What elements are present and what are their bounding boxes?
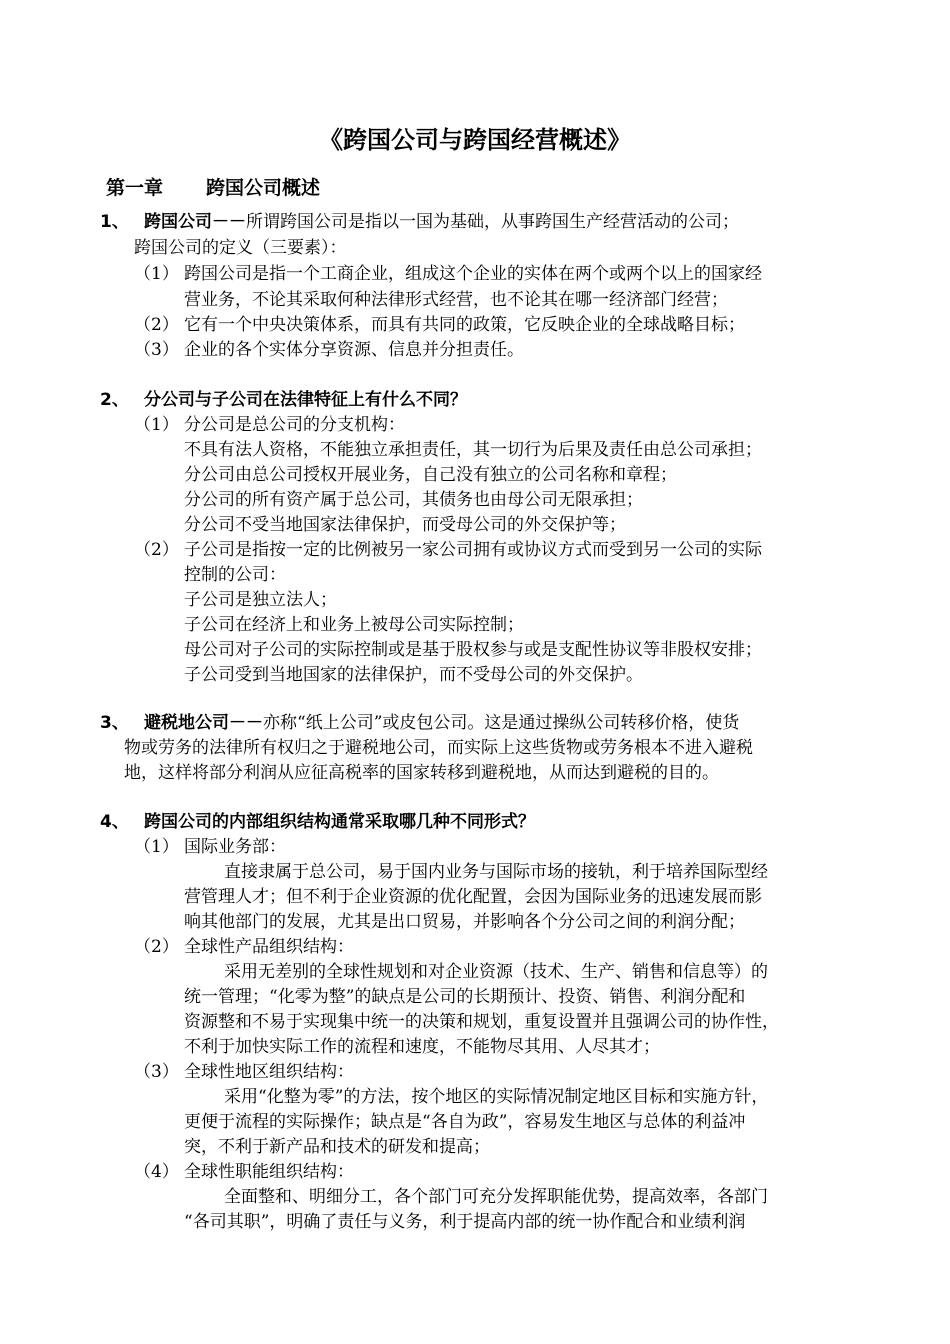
q4-item-1-mark: （1） [134, 837, 179, 857]
chapter-name: 跨国公司概述 [206, 177, 321, 199]
q2-item-1-line-1: 分公司是总公司的分支机构： [184, 415, 405, 435]
q2-item-2-line-2: 控制的公司： [184, 565, 286, 585]
q4-item-2-line-2: 统一管理；“化零为整”的缺点是公司的长期预计、投资、销售、利润分配和 [184, 987, 746, 1007]
q4-title: 跨国公司的内部组织结构通常采取哪几种不同形式？ [144, 812, 535, 832]
q3-heading [100, 711, 739, 735]
q1-text: 所谓跨国公司是指以一国为基础，从事跨国生产经营活动的公司； [246, 212, 739, 232]
q3-line-1: 亦称“纸上公司”或皮包公司。这是通过操纵公司转移价格，使货 [263, 713, 740, 733]
q3-term: 避税地公司－－ [144, 713, 263, 733]
q2-item-2-line-1: 子公司是指按一定的比例被另一家公司拥有或协议方式而受到另一公司的实际 [184, 540, 762, 560]
document-title: 《跨国公司与跨国经营概述》 [319, 126, 631, 154]
q2-item-2-line-6: 子公司受到当地国家的法律保护，而不受母公司的外交保护。 [184, 665, 643, 685]
q4-item-2-line-1: 采用无差别的全球性规划和对企业资源（技术、生产、销售和信息等）的 [224, 962, 768, 982]
q4-item-2-mark: （2） [134, 937, 179, 957]
q4-item-1-line-1: 直接隶属于总公司，易于国内业务与国际市场的接轨，利于培养国际型经 [224, 862, 768, 882]
q4-item-1 [134, 835, 286, 859]
q1-number: 1、 [100, 212, 129, 232]
q4-item-2 [134, 935, 354, 959]
q2-item-2-line-5: 母公司对子公司的实际控制或是基于股权参与或是支配性协议等非股权安排； [184, 640, 762, 660]
q2-item-1-line-2: 不具有法人资格，不能独立承担责任，其一切行为后果及责任由总公司承担； [184, 440, 762, 460]
q1-item-3-line-1: 企业的各个实体分享资源、信息并分担责任。 [184, 340, 524, 360]
q1-heading [100, 210, 739, 234]
q2-heading [100, 388, 467, 412]
q2-item-2-mark: （2） [134, 540, 179, 560]
q4-item-3 [134, 1060, 354, 1084]
q4-number: 4、 [100, 812, 129, 832]
q2-item-2 [134, 538, 762, 562]
q1-item-3 [134, 338, 524, 362]
q3-number: 3、 [100, 713, 129, 733]
q4-item-3-line-3: 突，不利于新产品和技术的研发和提高； [184, 1137, 490, 1157]
q2-item-1-line-3: 分公司由总公司授权开展业务，自己没有独立的公司名称和章程； [184, 465, 677, 485]
q1-item-3-mark: （3） [134, 340, 179, 360]
q4-item-3-label: 全球性地区组织结构： [184, 1062, 354, 1082]
q4-item-4-mark: （4） [134, 1162, 179, 1182]
q4-heading [100, 810, 535, 834]
q4-item-2-line-4: 不利于加快实际工作的流程和速度，不能物尽其用、人尽其才； [184, 1037, 660, 1057]
q1-term: 跨国公司－－ [144, 212, 246, 232]
q2-item-1-mark: （1） [134, 415, 179, 435]
q3-line-2: 物或劳务的法律所有权归之于避税地公司，而实际上这些货物或劳务根本不进入避税 [124, 738, 753, 758]
q2-item-2-line-4: 子公司在经济上和业务上被母公司实际控制； [184, 615, 524, 635]
q4-item-4 [134, 1160, 354, 1184]
q4-item-4-label: 全球性职能组织结构： [184, 1162, 354, 1182]
q4-item-2-line-3: 资源整和不易于实现集中统一的决策和规划，重复设置并且强调公司的协作性， [184, 1012, 779, 1032]
q1-item-2-line-1: 它有一个中央决策体系，而具有共同的政策，它反映企业的全球战略目标； [184, 315, 745, 335]
q1-item-2 [134, 313, 745, 337]
q1-item-1-line-2: 营业务，不论其采取何种法律形式经营，也不论其在哪一经济部门经营； [184, 290, 728, 310]
q1-item-1-mark: （1） [134, 264, 179, 284]
q1-item-2-mark: （2） [134, 315, 179, 335]
q4-item-1-line-2: 营管理人才；但不利于企业资源的优化配置，会因为国际业务的迅速发展而影 [184, 887, 762, 907]
chapter-heading [106, 172, 320, 204]
q2-item-1-line-4: 分公司的所有资产属于总公司，其债务也由母公司无限承担； [184, 490, 643, 510]
q4-item-3-line-1: 采用“化整为零”的方法，按个地区的实际情况制定地区目标和实施方针， [224, 1087, 769, 1107]
q4-item-1-label: 国际业务部： [184, 837, 286, 857]
q3-line-3: 地，这样将部分利润从应征高税率的国家转移到避税地，从而达到避税的目的。 [124, 763, 719, 783]
q1-definition-label: 跨国公司的定义（三要素）： [134, 238, 347, 258]
chapter-number: 第一章 [106, 177, 164, 199]
q4-item-1-line-3: 响其他部门的发展，尤其是出口贸易，并影响各个分公司之间的利润分配； [184, 912, 745, 932]
q4-item-2-label: 全球性产品组织结构： [184, 937, 354, 957]
q4-item-4-line-2: “各司其职”，明确了责任与义务，利于提高内部的统一协作配合和业绩利润 [184, 1212, 746, 1232]
q4-item-4-line-1: 全面整和、明细分工，各个部门可充分发挥职能优势，提高效率，各部门 [224, 1187, 768, 1207]
q2-number: 2、 [100, 390, 129, 410]
q4-item-3-line-2: 更便于流程的实际操作；缺点是“各自为政”，容易发生地区与总体的利益冲 [184, 1112, 746, 1132]
q2-title: 分公司与子公司在法律特征上有什么不同？ [144, 390, 467, 410]
q2-item-2-line-3: 子公司是独立法人； [184, 590, 337, 610]
q1-item-1-line-1: 跨国公司是指一个工商企业，组成这个企业的实体在两个或两个以上的国家经 [184, 264, 762, 284]
q1-item-1 [134, 262, 762, 286]
q2-item-1 [134, 413, 405, 437]
q4-item-3-mark: （3） [134, 1062, 179, 1082]
q2-item-1-line-5: 分公司不受当地国家法律保护，而受母公司的外交保护等； [184, 515, 626, 535]
